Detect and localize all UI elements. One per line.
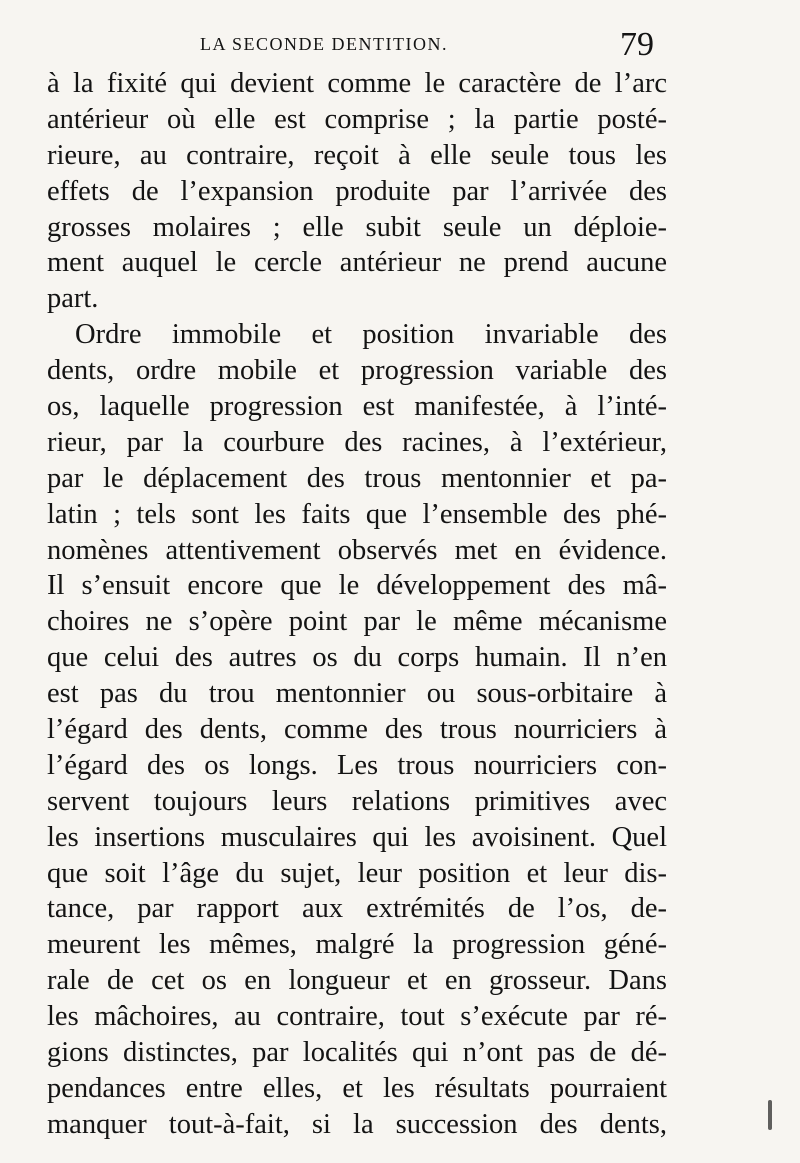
body-text [47, 66, 667, 1143]
text-line: rale de cet os en longueur et en grosseur. Dans [47, 965, 667, 997]
text-line: ment auquel le cercle antérieur ne prend aucune [47, 247, 667, 279]
text-line: à la fixité qui devient comme le caractère de l’arc [47, 68, 667, 99]
text-line: grosses molaires ; elle subit seule un déploie- [47, 211, 667, 243]
text-line: tance, par rapport aux extrémités de l’os, de- [47, 893, 667, 925]
running-head: LA SECONDE DENTITION. [200, 34, 448, 54]
text-line: servent toujours leurs relations primitives avec [47, 785, 667, 817]
text-line: les mâchoires, au contraire, tout s’exécute par ré- [47, 1001, 667, 1033]
text-line: est pas du trou mentonnier ou sous-orbitaire à [47, 678, 667, 710]
text-line: choires ne s’opère point par le même mécanisme [47, 606, 667, 638]
text-line: dents, ordre mobile et progression variable des [47, 355, 667, 387]
text-line: les insertions musculaires qui les avoisinent. Quel [47, 821, 667, 853]
text-line: par le déplacement des trous mentonnier et pa- [47, 462, 667, 494]
text-line: antérieur où elle est comprise ; la partie posté- [47, 103, 667, 135]
text-line: l’égard des os longs. Les trous nourriciers con- [47, 749, 667, 781]
text-line: que soit l’âge du sujet, leur position et leur dis- [47, 857, 667, 889]
text-line: rieur, par la courbure des racines, à l’extérieur, [47, 426, 667, 458]
text-line: nomènes attentivement observés met en évidence. [47, 534, 667, 566]
text-line: effets de l’expansion produite par l’arrivée des [47, 175, 667, 207]
text-line: meurent les mêmes, malgré la progression géné- [47, 929, 667, 961]
text-line: gions distinctes, par localités qui n’ont pas de dé- [47, 1037, 667, 1069]
text-line: rieure, au contraire, reçoit à elle seule tous les [47, 139, 667, 171]
text-line: part. [47, 283, 99, 315]
text-line: Ordre immobile et position invariable des [75, 319, 667, 351]
margin-ink-mark [768, 1100, 772, 1130]
text-line: os, laquelle progression est manifestée, à l’inté- [47, 391, 667, 423]
text-line: latin ; tels sont les faits que l’ensemble des phé- [47, 498, 667, 530]
page-number: 79 [620, 26, 654, 63]
text-line: que celui des autres os du corps humain. Il n’en [47, 642, 667, 674]
text-line: manquer tout-à-fait, si la succession des dents, [47, 1108, 667, 1140]
text-line: Il s’ensuit encore que le développement des mâ- [47, 570, 667, 602]
text-line: l’égard des dents, comme des trous nourriciers à [47, 714, 667, 746]
text-line: pendances entre elles, et les résultats pourraient [47, 1072, 667, 1104]
